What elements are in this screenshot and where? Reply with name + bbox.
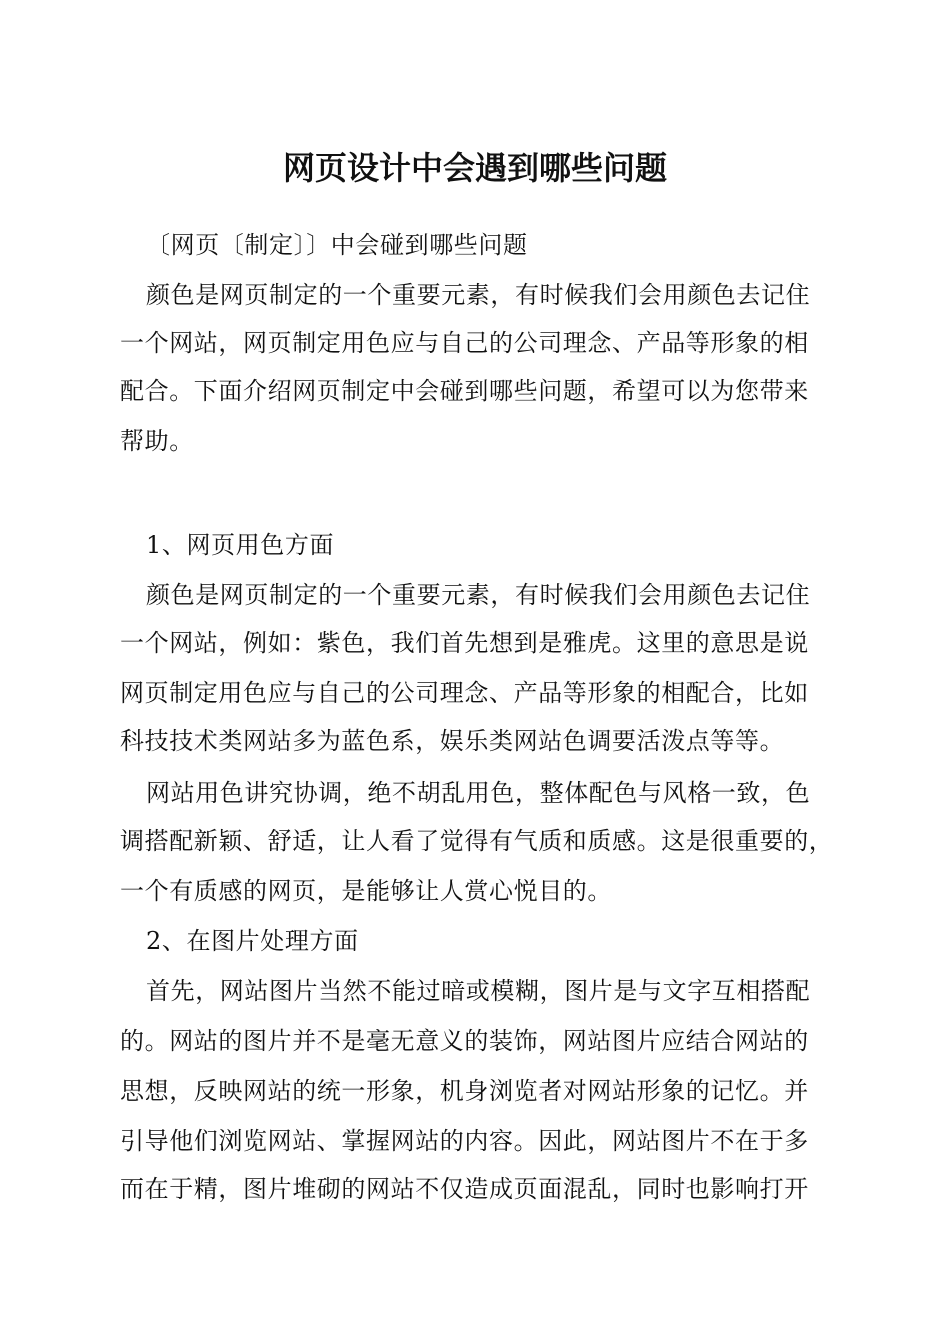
paragraph-line: 的。网站的图片并不是毫无意义的装饰，网站图片应结合网站的: [120, 1027, 809, 1055]
paragraph-line: 思想，反映网站的统一形象，机身浏览者对网站形象的记忆。并: [120, 1077, 809, 1105]
paragraph-line: 科技技术类网站多为蓝色系，娱乐类网站色调要活泼点等等。: [120, 727, 785, 755]
paragraph-line: 首先，网站图片当然不能过暗或模糊，图片是与文字互相搭配: [146, 977, 811, 1005]
section-heading-images: 2、在图片处理方面: [146, 927, 359, 955]
paragraph-line: 一个网站，网页制定用色应与自己的公司理念、产品等形象的相: [120, 329, 809, 357]
paragraph-line: 帮助。: [120, 427, 194, 455]
paragraph-line: 引导他们浏览网站、掌握网站的内容。因此，网站图片不在于多: [120, 1127, 809, 1155]
paragraph-line: 调搭配新颖、舒适，让人看了觉得有气质和质感。这是很重要的，: [120, 827, 834, 855]
paragraph-line: 而在于精，图片堆砌的网站不仅造成页面混乱，同时也影响打开: [120, 1175, 809, 1203]
paragraph-line: 网页制定用色应与自己的公司理念、产品等形象的相配合，比如: [120, 679, 809, 707]
paragraph-line: 颜色是网页制定的一个重要元素，有时候我们会用颜色去记住: [146, 281, 811, 309]
paragraph-line: 配合。下面介绍网页制定中会碰到哪些问题，希望可以为您带来: [120, 377, 809, 405]
paragraph-line: 一个有质感的网页，是能够让人赏心悦目的。: [120, 877, 612, 905]
section-heading-color: 1、网页用色方面: [146, 531, 335, 559]
paragraph-line: 颜色是网页制定的一个重要元素，有时候我们会用颜色去记住: [146, 581, 811, 609]
paragraph-line: 一个网站，例如：紫色，我们首先想到是雅虎。这里的意思是说: [120, 629, 809, 657]
paragraph-line: 网站用色讲究协调，绝不胡乱用色，整体配色与风格一致，色: [146, 779, 811, 807]
document-title: 网页设计中会遇到哪些问题: [282, 149, 667, 187]
subtitle-line: 〔网页〔制定〕〕中会碰到哪些问题: [146, 231, 528, 259]
